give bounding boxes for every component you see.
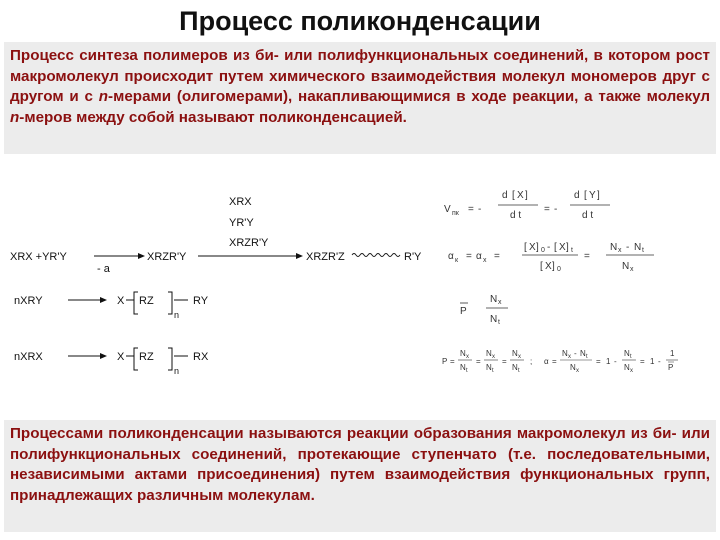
subscript-n: n xyxy=(174,366,180,376)
byproduct: - a xyxy=(97,263,110,275)
svg-text:N: N xyxy=(490,294,498,305)
svg-text:N: N xyxy=(580,349,586,358)
product-2: XRZR'Z xyxy=(306,251,345,263)
svg-text:=: = xyxy=(640,357,645,366)
product-1: XRZR'Y xyxy=(147,251,187,263)
reaction-scheme xyxy=(0,178,440,388)
page-title: Процесс поликонденсации xyxy=(179,6,541,36)
svg-text:]: ] xyxy=(566,242,569,253)
svg-text:t: t xyxy=(642,247,644,254)
line2-unit: RZ xyxy=(139,295,154,307)
svg-text:=: = xyxy=(502,357,507,366)
svg-text:t: t xyxy=(466,368,468,374)
svg-text:=: = xyxy=(466,251,472,262)
end-group: R'Y xyxy=(404,251,422,263)
arrow-head xyxy=(296,253,303,259)
line2-reactant: nXRY xyxy=(14,295,43,307)
svg-text:[: [ xyxy=(512,190,515,201)
arrow-head xyxy=(138,253,145,259)
svg-text:-: - xyxy=(554,204,558,215)
svg-text:N: N xyxy=(490,314,498,325)
line3-reactant: nXRX xyxy=(14,351,43,363)
svg-text:-: - xyxy=(658,357,661,366)
svg-text:]: ] xyxy=(597,190,600,201)
kinetic-formulas xyxy=(440,176,720,386)
svg-text:=: = xyxy=(584,251,590,262)
svg-text:=: = xyxy=(596,357,601,366)
svg-text:N: N xyxy=(460,349,466,358)
svg-text:t: t xyxy=(630,354,632,360)
svg-text:х: х xyxy=(618,247,622,254)
svg-text:]: ] xyxy=(552,261,555,272)
line3-unit: RZ xyxy=(139,351,154,363)
svg-text:d t: d t xyxy=(510,210,522,221)
svg-text:N: N xyxy=(512,349,518,358)
svg-text:=: = xyxy=(544,204,550,215)
svg-text:х: х xyxy=(483,257,487,264)
svg-text:-: - xyxy=(626,242,630,253)
definition-box xyxy=(4,42,716,154)
svg-text:Y: Y xyxy=(589,190,596,201)
svg-text:]: ] xyxy=(525,190,528,201)
svg-text:N: N xyxy=(624,349,630,358)
svg-text:X: X xyxy=(559,242,566,253)
description-text: Процессами поликонденсации называются реакции образования макромолекул из би- или полифункциональных соединений, протекающие ступенчато (т.е. последовательными, независимыми актами присоединения) путем взаимодействия функциональных групп, принадлежащих различным молекулам. xyxy=(10,425,710,504)
svg-text:=: = xyxy=(476,357,481,366)
svg-text:d t: d t xyxy=(582,210,594,221)
reactants: XRX +YR'Y xyxy=(10,251,67,263)
svg-text:[: [ xyxy=(554,242,557,253)
bracket-left xyxy=(134,292,138,314)
line2-right: RY xyxy=(193,295,209,307)
svg-text:α: α xyxy=(544,357,549,366)
svg-text:t: t xyxy=(498,319,500,326)
svg-text:α: α xyxy=(476,251,482,262)
svg-text:t: t xyxy=(492,368,494,374)
svg-text:-: - xyxy=(478,204,482,215)
line3-left: X xyxy=(117,351,125,363)
svg-text:d: d xyxy=(574,190,580,201)
svg-text:0: 0 xyxy=(541,247,545,254)
svg-text:t: t xyxy=(518,368,520,374)
svg-text:=: = xyxy=(552,357,557,366)
svg-text:N: N xyxy=(634,242,642,253)
svg-text:х: х xyxy=(498,299,502,306)
svg-text:N: N xyxy=(562,349,568,358)
svg-text:N: N xyxy=(570,363,576,372)
svg-text:t: t xyxy=(586,354,588,360)
svg-text:N: N xyxy=(512,363,518,372)
svg-text:P: P xyxy=(668,363,674,372)
svg-text:х: х xyxy=(568,354,571,360)
svg-text:х: х xyxy=(492,354,495,360)
definition-text: Процесс синтеза полимеров из би- или полифункциональных соединений, в котором рост макромолекул происходит путем химического взаимодействия молекул мономеров друг с другом и с n-мерами (олигомерами), накапливающимися в ходе реакции, а также молекул n-меров между собой называют поликонденсацией. xyxy=(10,47,711,126)
pbar-symbol: P xyxy=(460,306,467,317)
svg-text:N: N xyxy=(460,363,466,372)
svg-text:-: - xyxy=(614,357,617,366)
svg-text:=: = xyxy=(468,204,474,215)
svg-text:=: = xyxy=(450,357,455,366)
svg-text:;: ; xyxy=(530,357,533,366)
svg-text:1: 1 xyxy=(670,349,675,358)
line3-right: RX xyxy=(193,351,209,363)
svg-text:х: х xyxy=(630,266,634,273)
line2-left: X xyxy=(117,295,125,307)
bracket-right xyxy=(168,348,172,370)
svg-text:N: N xyxy=(624,363,630,372)
svg-text:-: - xyxy=(547,242,551,253)
stack-item: YR'Y xyxy=(229,217,254,229)
svg-text:X: X xyxy=(529,242,536,253)
svg-text:N: N xyxy=(622,261,630,272)
bracket-left xyxy=(134,348,138,370)
svg-text:t: t xyxy=(571,247,573,254)
svg-text:N: N xyxy=(486,349,492,358)
chain-wave xyxy=(352,254,400,257)
svg-text:=: = xyxy=(494,251,500,262)
svg-text:[: [ xyxy=(524,242,527,253)
svg-text:х: х xyxy=(630,368,633,374)
rate-symbol: V xyxy=(444,204,451,215)
svg-text:к: к xyxy=(455,257,459,264)
svg-text:d: d xyxy=(502,190,508,201)
subscript-n: n xyxy=(174,310,180,320)
svg-text:N: N xyxy=(486,363,492,372)
svg-text:пк: пк xyxy=(452,210,459,217)
svg-text:X: X xyxy=(517,190,524,201)
arrow-head xyxy=(100,297,107,303)
svg-text:]: ] xyxy=(536,242,539,253)
svg-text:1: 1 xyxy=(650,357,655,366)
svg-text:х: х xyxy=(576,368,579,374)
svg-text:N: N xyxy=(610,242,618,253)
svg-text:[: [ xyxy=(540,261,543,272)
arrow-head xyxy=(100,353,107,359)
stack-item: XRZR'Y xyxy=(229,237,269,249)
alpha-symbol: α xyxy=(448,251,454,262)
svg-text:P: P xyxy=(442,357,448,366)
svg-text:1: 1 xyxy=(606,357,611,366)
description-box xyxy=(4,420,716,532)
svg-text:0: 0 xyxy=(557,266,561,273)
bracket-right xyxy=(168,292,172,314)
svg-text:х: х xyxy=(466,354,469,360)
svg-text:[: [ xyxy=(584,190,587,201)
stack-item: XRX xyxy=(229,196,252,208)
svg-text:-: - xyxy=(574,349,577,358)
svg-text:X: X xyxy=(545,261,552,272)
svg-text:х: х xyxy=(518,354,521,360)
